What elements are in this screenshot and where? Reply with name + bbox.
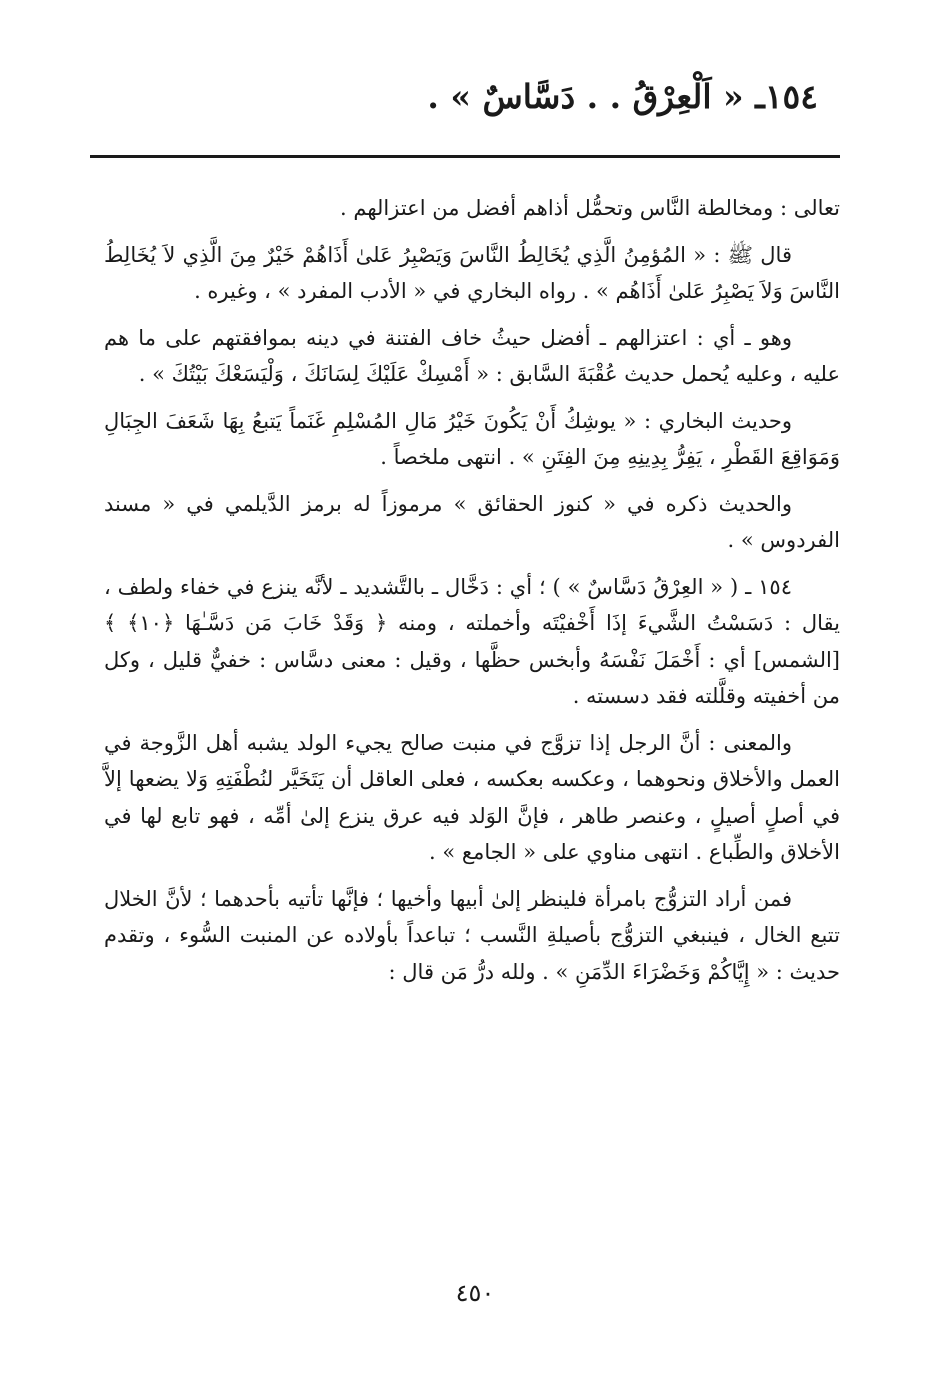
page-number: ٤٥٠	[455, 1279, 495, 1307]
paragraph: ١٥٤ ـ ( « العِرْقُ دَسَّاسٌ » ) ؛ أي : دَخَّال ـ بالتَّشديد ـ لأنَّه ينزع في خفاء ولطف ، يقال : دَسَسْتُ الشَّيءَ إذَا أَخْفيْتَه وأخملته ، ومنه ﴿ وَقَدْ خَابَ مَن دَسَّـٰهَا ﴿١٠﴾ ﴾ [الشمس] أي : أَخْمَلَ نَفْسَهُ وأبخس حظَّها ، وقيل : معنى دسَّاس : خفيٌّ قليل ، وكل من أخفيته وقلَّلته فقد دسسته .	[104, 574, 840, 708]
paragraph: وحديث البخاري : « يوشِكُ أَنْ يَكُونَ خَيْرُ مَالِ المُسْلِمِ غَنَماً يَتبعُ بِهَا شَعَفَ الجِبَالِ وَمَوَاقِعَ القَطْرِ ، يَفِرُّ بِدِينِهِ مِنَ الفِتَنِ » . انتهى ملخصاً .	[104, 408, 840, 469]
paragraph: قال ﷺ : « المُؤمِنُ الَّذِي يُخَالِطُ النَّاسَ وَيَصْبِرُ عَلىٰ أَذَاهُمْ خَيْرٌ مِنَ الَّذِي لاَ يُخَالِطُ النَّاسَ وَلاَ يَصْبِرُ عَلىٰ أَذَاهُم » . رواه البخاري في « الأدب المفرد » ، وغيره .	[104, 242, 840, 303]
paragraph: والمعنى : أنَّ الرجل إذا تزوَّج في منبت صالح يجيء الولد يشبه أهل الزَّوجة في العمل والأخلاق ونحوهما ، وعكسه بعكسه ، فعلى العاقل أن يَتَخَيَّر لنُطْفَتِهِ وَلا يضعها إلاَّ في أصلٍ أصيلٍ ، وعنصر طاهر ، فإنَّ الوَلد فيه عرق ينزع إلىٰ أمِّه ، فهو تابع لها في الأخلاق والطِّباع . انتهى مناوي على « الجامع » .	[104, 730, 840, 864]
header-rule	[90, 155, 840, 158]
paragraph: فمن أراد التزوُّج بامرأة فلينظر إلىٰ أبيها وأخيها ؛ فإنَّها تأتيه بأحدهما ؛ لأنَّ الخلال تتبع الخال ، فينبغي التزوُّج بأصيلةِ النَّسب ؛ تباعداً بأولاده عن المنبت السُّوء ، وتقدم حديث : « إِيَّاكُمْ وَخَضْرَاءَ الدِّمَنِ » . ولله درُّ مَن قال :	[104, 886, 840, 984]
paragraph: تعالى : ومخالطة النَّاس وتحمُّل أذاهم أفضل من اعتزالهم .	[340, 196, 840, 220]
body-text	[104, 190, 840, 1000]
paragraph: والحديث ذكره في « كنوز الحقائق » مرموزاً له برمز الدَّيلمي في « مسند الفردوس » .	[104, 491, 840, 552]
running-head: ١٥٤ـ « اَلْعِرْقُ . . دَسَّاسٌ » .	[427, 77, 818, 116]
paragraph: وهو ـ أي : اعتزالهم ـ أفضل حيثُ خاف الفتنة في دينه بموافقتهم على ما هم عليه ، وعليه يُحمل حديث عُقْبَةَ السَّابق : « أَمْسِكْ عَلَيْكَ لِسَانَكَ ، وَلْيَسَعْكَ بَيْتُكَ » .	[104, 325, 840, 386]
